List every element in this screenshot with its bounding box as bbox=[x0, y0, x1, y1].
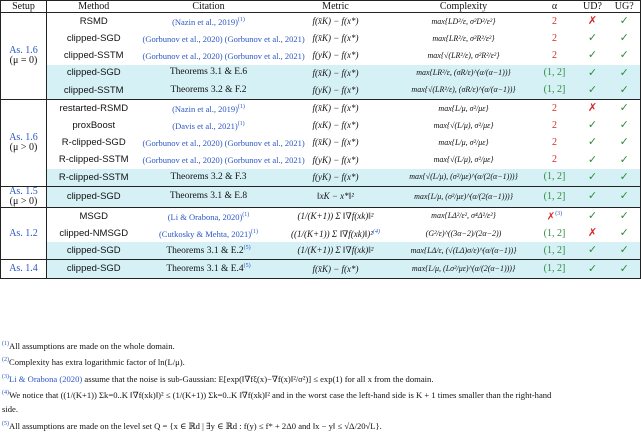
checkmark-icon: ✓ bbox=[587, 119, 598, 132]
checkmark-icon: ✓ bbox=[609, 47, 641, 64]
table-row bbox=[1, 260, 641, 278]
footnote bbox=[2, 402, 638, 417]
setup-assumption[interactable]: As. 1.6 bbox=[9, 131, 38, 143]
footnote-text: We notice that ((1/(K+1)) Σk=0..K ‖∇f(xk)‖)² ≤ (1/(K+1)) Σk=0..K ‖∇f(xk)‖² and in the worst case the left-hand side is K + 1 times smaller than the right-hand bbox=[9, 389, 552, 400]
setup-cell bbox=[1, 260, 47, 278]
table-row bbox=[1, 30, 641, 47]
footnote-text: assume that the noise is sub-Gaussian: E[exp(‖∇fξ(x)−∇f(x)‖²/σ²)] ≤ exp(1) for all x from the domain. bbox=[82, 373, 434, 384]
complexity-cell: max{√(L/μ), (σ²/με)^(α/(2(α−1)))} bbox=[395, 169, 533, 187]
alpha-cell bbox=[533, 152, 577, 169]
checkmark-icon: ✓ bbox=[577, 186, 609, 207]
alpha-cell bbox=[533, 186, 577, 207]
citation-text[interactable]: (Nazin et al., 2019) bbox=[172, 16, 238, 27]
alpha-value: 2 bbox=[552, 49, 557, 61]
citation-text[interactable]: Theorems 3.1 & E.4 bbox=[166, 264, 244, 275]
setup-cell bbox=[1, 13, 47, 100]
footnote bbox=[2, 337, 638, 353]
citation-text[interactable]: Theorems 3.1 & E.2 bbox=[166, 246, 244, 257]
metric-text: f(yK) − f(x*) bbox=[312, 171, 359, 182]
method-cell: clipped-SSTM bbox=[47, 82, 141, 100]
table-row bbox=[1, 152, 641, 169]
citation-text[interactable]: (Cutkosky & Mehta, 2021) bbox=[158, 228, 252, 239]
method-cell: MSGD bbox=[47, 207, 141, 225]
method-cell: clipped-SGD bbox=[47, 65, 141, 82]
header-alpha: α bbox=[533, 1, 577, 13]
metric-cell bbox=[277, 169, 395, 187]
metric-cell bbox=[277, 117, 395, 134]
citation-cell[interactable] bbox=[141, 117, 277, 134]
footnote-mark[interactable]: (1) bbox=[237, 16, 245, 23]
checkmark-icon: ✓ bbox=[587, 49, 598, 62]
table-row bbox=[1, 82, 641, 100]
footnote-mark: (1) bbox=[2, 341, 9, 347]
complexity-cell: max{√(L/μ), σ²/με} bbox=[433, 120, 494, 130]
checkmark-icon: ✓ bbox=[609, 99, 641, 117]
citation-text[interactable]: (Gorbunov et al., 2020) (Gorbunov et al., 2021) bbox=[142, 33, 305, 44]
complexity-cell: max{L/μ, σ²/με} bbox=[395, 99, 533, 117]
alpha-cell bbox=[533, 134, 577, 151]
alpha-value: 2 bbox=[552, 136, 557, 148]
citation-cell[interactable] bbox=[141, 65, 277, 82]
metric-cell bbox=[277, 207, 395, 225]
metric-text: ((1/(K+1)) Σ ‖∇f(xk)‖)² bbox=[291, 228, 373, 239]
checkmark-icon: ✓ bbox=[577, 82, 609, 100]
checkmark-icon: ✓ bbox=[609, 134, 641, 151]
method-cell: clipped-SGD bbox=[47, 30, 141, 47]
table-row bbox=[1, 13, 641, 31]
alpha-value: (1, 2] bbox=[543, 227, 566, 239]
citation-cell[interactable] bbox=[141, 260, 277, 278]
metric-text: f(x̄K) − f(x*) bbox=[312, 137, 359, 148]
cross-icon: ✗ bbox=[577, 13, 609, 31]
alpha-cell bbox=[533, 260, 577, 278]
alpha-value: 2 bbox=[552, 32, 557, 44]
footnote-text: All assumptions are made on the whole domain. bbox=[9, 340, 175, 351]
footnote-mark[interactable]: (1) bbox=[251, 228, 259, 235]
checkmark-icon: ✓ bbox=[577, 65, 609, 82]
checkmark-icon: ✓ bbox=[587, 136, 598, 149]
checkmark-icon: ✓ bbox=[609, 117, 641, 134]
table-row bbox=[1, 65, 641, 82]
complexity-cell: max{√(L/μ), σ²/με} bbox=[433, 155, 494, 165]
complexity-cell: max{LR²/ε, σ²R²/ε²} bbox=[432, 33, 495, 43]
footnote-mark[interactable]: (4) bbox=[372, 228, 380, 235]
alpha-cell bbox=[533, 99, 577, 117]
citation-text[interactable]: (Gorbunov et al., 2020) (Gorbunov et al., 2021) bbox=[142, 137, 305, 148]
metric-text: f(x̄K) − f(x*) bbox=[312, 33, 359, 44]
checkmark-icon: ✓ bbox=[609, 186, 641, 207]
alpha-cell bbox=[533, 169, 577, 187]
metric-text: f(yK) − f(x*) bbox=[312, 50, 359, 61]
citation-text[interactable]: (Nazin et al., 2019) bbox=[172, 103, 238, 114]
setup-cell bbox=[1, 186, 47, 207]
citation-text[interactable]: Theorems 3.1 & E.8 bbox=[169, 191, 248, 202]
alpha-value: (1, 2] bbox=[543, 244, 566, 256]
citation-text[interactable]: Theorems 3.2 & F.3 bbox=[170, 171, 247, 182]
checkmark-icon: ✓ bbox=[587, 32, 598, 45]
alpha-cell bbox=[533, 47, 577, 64]
metric-text: f(x̄K) − f(x*) bbox=[312, 67, 359, 78]
complexity-cell: max{√(LR²/ε), (σR/ε)^(α/(α−1))} bbox=[395, 82, 533, 100]
citation-cell[interactable] bbox=[141, 186, 277, 207]
table-row bbox=[1, 225, 641, 242]
setup-condition: (μ > 0) bbox=[9, 195, 38, 207]
citation-cell[interactable] bbox=[141, 99, 277, 117]
table-row bbox=[1, 169, 641, 187]
footnote bbox=[2, 370, 638, 386]
complexity-cell: max{√(LR²/ε), σ²R²/ε²} bbox=[427, 50, 500, 60]
metric-cell bbox=[277, 225, 395, 242]
setup-condition: (μ > 0) bbox=[9, 141, 38, 153]
checkmark-icon: ✓ bbox=[577, 169, 609, 187]
checkmark-icon: ✓ bbox=[609, 207, 641, 225]
header-citation: Citation bbox=[141, 1, 277, 13]
checkmark-icon: ✓ bbox=[609, 65, 641, 82]
method-cell: restarted-RSMD bbox=[47, 99, 141, 117]
complexity-cell: max{LΔ²/ε², σ⁴Δ²/ε²} bbox=[395, 207, 533, 225]
citation-cell[interactable] bbox=[141, 169, 277, 187]
checkmark-icon: ✓ bbox=[609, 82, 641, 100]
footnote-mark: (4) bbox=[2, 390, 9, 397]
cross-icon: ✗ bbox=[577, 99, 609, 117]
footnote-mark: (2) bbox=[2, 357, 9, 364]
table-body bbox=[1, 13, 641, 279]
citation-text[interactable]: Theorems 3.2 & F.2 bbox=[170, 84, 247, 95]
footnote-citation-link[interactable]: Li & Orabona (2020) bbox=[9, 373, 83, 384]
citation-cell[interactable] bbox=[141, 134, 305, 151]
header-setup: Setup bbox=[1, 1, 47, 13]
metric-cell bbox=[277, 82, 395, 100]
alpha-cell bbox=[533, 82, 577, 100]
citation-text[interactable]: (Li & Orabona, 2020) bbox=[167, 211, 243, 222]
setup-cell bbox=[1, 99, 47, 186]
alpha-cell bbox=[533, 242, 577, 260]
citation-cell[interactable] bbox=[141, 207, 277, 225]
citation-cell[interactable] bbox=[141, 47, 305, 64]
metric-cell bbox=[277, 13, 395, 31]
citation-cell[interactable] bbox=[141, 82, 277, 100]
method-cell: clipped-NMSGD bbox=[47, 225, 141, 242]
citation-text[interactable]: Theorems 3.1 & E.6 bbox=[169, 67, 248, 78]
table-row bbox=[1, 117, 641, 134]
header-complexity: Complexity bbox=[395, 1, 533, 13]
alpha-value: (1, 2] bbox=[543, 67, 566, 79]
footnote-mark[interactable]: (1) bbox=[237, 103, 245, 110]
method-cell: RSMD bbox=[47, 13, 141, 31]
footnote bbox=[2, 417, 638, 433]
header-method: Method bbox=[47, 1, 141, 13]
checkmark-icon: ✓ bbox=[577, 242, 609, 260]
citation-cell[interactable] bbox=[141, 225, 277, 242]
alpha-cell bbox=[533, 65, 577, 82]
alpha-value: ✗ bbox=[546, 211, 556, 223]
setup-condition: (μ = 0) bbox=[9, 54, 38, 66]
setup-assumption[interactable]: As. 1.5 bbox=[9, 185, 38, 197]
metric-text: f(x̄K) − f(x*) bbox=[312, 103, 359, 114]
citation-cell[interactable] bbox=[141, 13, 277, 31]
setup-cell bbox=[1, 207, 47, 260]
checkmark-icon: ✓ bbox=[609, 260, 641, 278]
method-cell: clipped-SGD bbox=[47, 242, 141, 260]
method-cell: clipped-SGD bbox=[47, 186, 141, 207]
alpha-value: 2 bbox=[552, 15, 557, 27]
complexity-cell: max{L/μ, (σ²/με)^(α/(2(α−1)))} bbox=[395, 186, 533, 207]
cross-icon: ✗ bbox=[587, 227, 598, 240]
checkmark-icon: ✓ bbox=[587, 153, 598, 166]
method-cell: clipped-SGD bbox=[47, 260, 141, 278]
checkmark-icon: ✓ bbox=[577, 260, 609, 278]
alpha-cell bbox=[533, 207, 577, 225]
alpha-value: (1, 2] bbox=[543, 263, 566, 275]
table-row bbox=[1, 134, 641, 151]
checkmark-icon: ✓ bbox=[609, 169, 641, 187]
metric-text: f(xK) − f(x*) bbox=[312, 120, 359, 131]
metric-cell bbox=[277, 99, 395, 117]
table-row bbox=[1, 242, 641, 260]
method-cell: R-clipped-SGD bbox=[47, 134, 141, 151]
metric-text: f(x̄K) − f(x*) bbox=[312, 263, 359, 274]
citation-cell[interactable] bbox=[141, 152, 305, 169]
table-row bbox=[1, 47, 641, 64]
complexity-cell: max{L/μ, σ²/με} bbox=[438, 137, 489, 147]
method-cell: R-clipped-SSTM bbox=[47, 152, 141, 169]
setup-assumption[interactable]: As. 1.6 bbox=[9, 44, 38, 56]
checkmark-icon: ✓ bbox=[609, 13, 641, 31]
footnote-mark: (5) bbox=[2, 420, 9, 427]
alpha-value: 2 bbox=[552, 119, 557, 131]
metric-text: f(yK) − f(x*) bbox=[312, 154, 359, 165]
metric-text: (1/(K+1)) Σ ‖∇f(xk)‖² bbox=[297, 210, 374, 221]
footnote-mark[interactable]: (3) bbox=[555, 210, 563, 217]
table-row bbox=[1, 99, 641, 117]
footnote-mark[interactable]: (5) bbox=[243, 263, 251, 270]
footnote-mark[interactable]: (5) bbox=[243, 245, 251, 252]
alpha-value: 2 bbox=[552, 102, 557, 114]
footnotes bbox=[2, 337, 638, 433]
footnote bbox=[2, 353, 638, 369]
checkmark-icon: ✓ bbox=[609, 30, 641, 47]
setup-assumption[interactable]: As. 1.4 bbox=[9, 263, 38, 275]
metric-cell bbox=[277, 186, 395, 207]
alpha-cell bbox=[533, 30, 577, 47]
metric-text: (1/(K+1)) Σ ‖∇f(xk)‖² bbox=[297, 245, 374, 256]
metric-text: f(yK) − f(x*) bbox=[312, 84, 359, 95]
footnote bbox=[2, 386, 638, 402]
metric-cell bbox=[277, 260, 395, 278]
citation-text[interactable]: (Gorbunov et al., 2020) (Gorbunov et al., 2021) bbox=[142, 154, 305, 165]
citation-text[interactable]: (Gorbunov et al., 2020) (Gorbunov et al., 2021) bbox=[142, 50, 305, 61]
table-row bbox=[1, 207, 641, 225]
complexity-cell: max{LR²/ε, (σR/ε)^(α/(α−1))} bbox=[395, 65, 533, 82]
complexity-cell: max{LΔ/ε, (√(LΔ)σ/ε)^(α/(α−1))} bbox=[395, 242, 533, 260]
footnote-text: Complexity has extra logarithmic factor of ln(L/μ). bbox=[9, 357, 185, 368]
complexity-cell: max{LD²/ε, σ²D²/ε²} bbox=[395, 13, 533, 31]
footnote-text: side. bbox=[2, 404, 18, 415]
footnote-mark: (3) bbox=[2, 373, 9, 380]
metric-cell bbox=[277, 65, 395, 82]
footnote-mark[interactable]: (1) bbox=[242, 211, 250, 218]
alpha-cell bbox=[533, 117, 577, 134]
alpha-cell bbox=[533, 13, 577, 31]
metric-cell bbox=[277, 242, 395, 260]
checkmark-icon: ✓ bbox=[609, 152, 641, 169]
citation-cell[interactable] bbox=[141, 30, 305, 47]
alpha-value: (1, 2] bbox=[543, 84, 566, 96]
alpha-value: (1, 2] bbox=[543, 190, 566, 202]
alpha-value: (1, 2] bbox=[543, 171, 566, 183]
header-ud: UD? bbox=[577, 1, 609, 13]
footnote-mark[interactable]: (1) bbox=[237, 121, 245, 128]
method-cell: R-clipped-SSTM bbox=[47, 169, 141, 187]
complexity-cell: (G²/ε)^((3α−2)/(2α−2)) bbox=[425, 228, 502, 238]
checkmark-icon: ✓ bbox=[577, 207, 609, 225]
complexity-cell: max{L/μ, (Lσ²/με)^(α/(2(α−1)))} bbox=[395, 260, 533, 278]
setup-assumption[interactable]: As. 1.2 bbox=[9, 227, 38, 239]
citation-text[interactable]: (Davis et al., 2021) bbox=[172, 120, 238, 131]
alpha-value: 2 bbox=[552, 154, 557, 166]
header-metric: Metric bbox=[277, 1, 395, 13]
checkmark-icon: ✓ bbox=[609, 225, 641, 242]
citation-cell[interactable] bbox=[141, 242, 277, 260]
table-row bbox=[1, 186, 641, 207]
header-ug: UG? bbox=[609, 1, 641, 13]
method-cell: proxBoost bbox=[47, 117, 141, 134]
checkmark-icon: ✓ bbox=[609, 242, 641, 260]
method-cell: clipped-SSTM bbox=[47, 47, 141, 64]
footnote-text: All assumptions are made on the level set Q = {x ∈ ℝd | ∃y ∈ ℝd : f(y) ≤ f* + 2Δ0 and ‖x − y‖ ≤ √Δ/20√L}. bbox=[9, 420, 382, 431]
metric-text: ‖xK − x*‖² bbox=[317, 191, 354, 202]
metric-text: f(x̄K) − f(x*) bbox=[312, 16, 359, 27]
header-row bbox=[1, 1, 641, 13]
alpha-cell bbox=[533, 225, 577, 242]
